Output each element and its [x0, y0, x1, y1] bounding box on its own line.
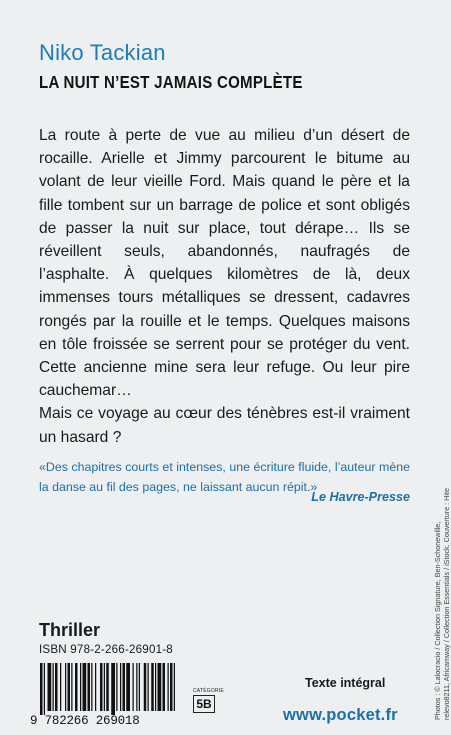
photo-credits-line-2: relevo8211, Africamway / Collection Essentials / iStock. Couverture : Hite [442, 488, 451, 720]
category-label: CATÉGORIE [193, 688, 224, 694]
category-code: 5B [193, 695, 215, 713]
press-quote-source: Le Havre-Presse [311, 490, 410, 504]
edition-note: Texte intégral [305, 676, 386, 690]
genre-label: Thriller [39, 620, 101, 640]
book-title: LA NUIT N’EST JAMAIS COMPLÈTE [39, 72, 303, 92]
publisher-website: www.pocket.fr [283, 706, 398, 724]
book-blurb [39, 124, 410, 449]
photo-credits-line-1: Photos : © Lalocracio / Collection Signature, Ben-Schonewille, [433, 521, 442, 720]
author-name: Niko Tackian [39, 40, 166, 65]
barcode-bars [30, 661, 180, 717]
photo-credits [433, 488, 451, 720]
isbn-number: ISBN 978-2-266-26901-8 [39, 643, 173, 656]
barcode-digits: 9 782266 269018 [30, 714, 140, 728]
blurb-paragraph-2: Mais ce voyage au cœur des ténèbres est-il vraiment un hasard ? [39, 405, 410, 446]
blurb-paragraph-1: La route à perte de vue au milieu d’un désert de rocaille. Arielle et Jimmy parcourent le bitume au volant de leur vieille Ford. Mais quand le père et la fille tombent sur un barrage de police et sont obligés de passer la nuit sur place, tout dérape… Ils se réveillent seuls, abandonnés, naufragés de l’asphalte. À quelques kilomètres de là, deux immenses tours métalliques se dressent, cadavres rongés par la rouille et le temps. Quelques maisons en tôle froissée se serrent pour se protéger du vent. Cette ancienne mine sera leur refuge. Ou leur pire cauchemar… [39, 127, 410, 400]
category-badge [193, 688, 224, 713]
barcode [30, 661, 180, 731]
press-quote: «Des chapitres courts et intenses, une écriture fluide, l’auteur mène la danse au fil des pages, ne laissant aucun répit.» [39, 460, 410, 494]
